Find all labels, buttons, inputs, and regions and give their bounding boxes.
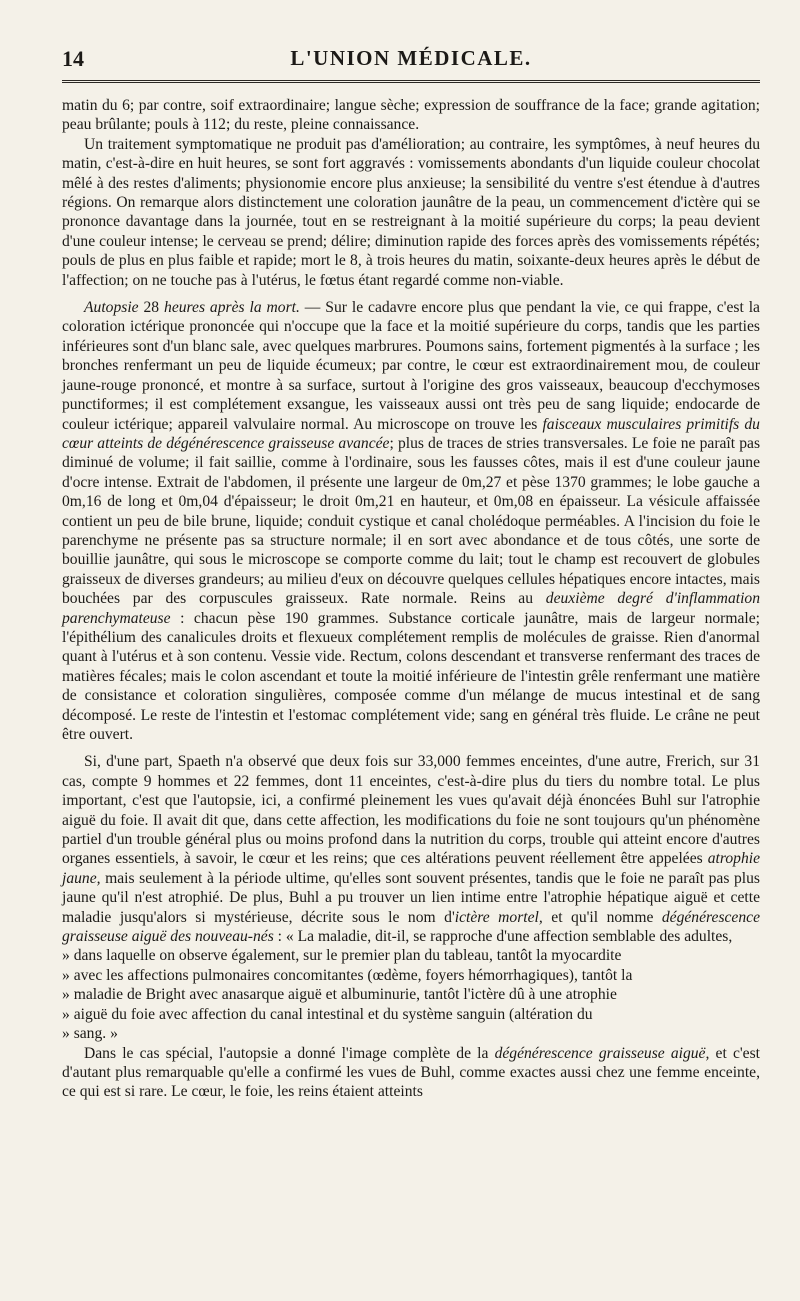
autopsy-italic-1: faisceaux musculaires primitifs du cœur atteints de dégénérescence graisseuse avancée (62, 415, 760, 452)
discussion-italic-2: ictère mortel, (454, 908, 543, 926)
discussion-italic-1: atrophie jaune, (62, 850, 760, 887)
running-title: L'UNION MÉDICALE. (290, 46, 532, 70)
autopsy-lead: Autopsie (84, 299, 139, 317)
quote-line: » sang. » (62, 1025, 118, 1043)
quote-line: » maladie de Bright avec anasarque aiguë et albuminurie, tantôt l'ictère dû à une atrophie (62, 986, 617, 1004)
paragraph-discussion (62, 752, 760, 946)
autopsy-lead-rest: heures après la mort. (164, 299, 300, 317)
discussion-text-c: et qu'il nomme (542, 908, 662, 926)
special-italic-1: dégénérescence graisseuse aiguë, (494, 1044, 710, 1062)
paragraph-continued: matin du 6; par contre, soif extraordinaire; langue sèche; expression de souffrance de la face; grande agitation; peau brûlante; pouls à 112; du reste, pleine connaissance. (62, 97, 760, 134)
discussion-text-a: Si, d'une part, Spaeth n'a observé que deux fois sur 33,000 femmes enceintes, d'une autre, Frerich, sur 31 cas, compte 9 hommes et 22 femmes, dont 11 enceintes, c'est-à-dire plus du tiers du nombre total. Le plus important, c'est que l'autopsie, ici, a confirmé pleinement les vues qu'avait déjà énoncées Buhl sur l'atrophie aiguë du foie. Il avait dit que, dans cette affection, les modifications du foie ne sont toujours qu'un phénomène partiel d'un trouble général plus ou moins profond dans la nutrition du corps, trouble qui atteint encore d'autres organes essentiels, à savoir, le cœur et les reins; que ces altérations peuvent réellement être appelées (62, 753, 760, 868)
discussion-text-b: mais seulement à la période ultime, qu'elles sont souvent présentes, tandis que le foie ne paraît pas plus jaune qu'il n'est atrophié. De plus, Buhl a pu trouver un lien intime entre l'atrophie hépatique aiguë et cette maladie jusqu'alors si mystérieuse, décrite sous le nom d' (62, 869, 760, 926)
autopsy-italic-2: deuxième degré d'inflammation parenchymateuse (62, 590, 760, 627)
quote-line: » dans laquelle on observe également, sur le premier plan du tableau, tantôt la myocardite (62, 947, 622, 965)
paragraph-treatment: Un traitement symptomatique ne produit pas d'amélioration; au contraire, les symptômes, à neuf heures du matin, c'est-à-dire en huit heures, se sont fort aggravés : vomissements abondants d'un liquide couleur chocolat mêlé à des restes d'aliments; physionomie encore plus anxieuse; la sensibilité du ventre s'est étendue à d'autres régions. On remarque alors distinctement une coloration jaunâtre de la peau, un commencement d'ictère qui se prononce davantage dans la journée, tout en se restreignant à la moitié supérieure du corps; la peau devient d'une couleur intense; le cerveau se prend; délire; diminution rapide des forces après des vomissements répétés; pouls de plus en plus faible et rapide; mort le 8, à trois heures du matin, soixante-deux heures après le début de l'affection; on ne touche pas à l'utérus, le fœtus étant regardé comme non-viable. (62, 135, 760, 289)
autopsy-lead-number: 28 (143, 299, 160, 317)
quote-line: » avec les affections pulmonaires concomitantes (œdème, foyers hémorrhagiques), tantôt la (62, 966, 633, 984)
discussion-text-d: : « La maladie, dit-il, se rapproche d'une affection semblable des adultes, (273, 928, 733, 946)
paragraph-special-case (62, 1044, 760, 1102)
autopsy-text-a: — Sur le cadavre encore plus que pendant la vie, ce qui frappe, c'est la coloration ictérique prononcée qui n'occupe que la face et la moitié supérieure du corps, tandis que les parties inférieures sont d'un blanc sale, avec quelques marbrures. Poumons sains, fortement pigmentés à la surface ; les bronches renfermant un peu de liquide écumeux; par contre, le cœur est extraordinairement mou, de couleur jaune-rouge prononcé, et montre à sa surface, surtout à l'origine des gros vaisseaux, beaucoup d'ecchymoses punctiformes; il est complétement exsangue, les vaisseaux aussi ont très peu de sang liquide; endocarde de couleur ictérique; appareil valvulaire normal. Au microscope on trouve les (62, 299, 760, 433)
autopsy-text-b: ; plus de traces de stries transversales. Le foie ne paraît pas diminué de volume; il fait saillie, comme à l'ordinaire, sous les fausses côtes, mais il est d'une couleur jaune d'ocre intense. Extrait de l'abdomen, il présente une largeur de 0m,27 et pèse 1370 grammes; le lobe gauche a 0m,16 de long et 0m,04 d'épaisseur; le droit 0m,21 en hauteur, et 0m,08 en épaisseur. La vésicule affaissée contient un peu de bile brune, liquide; conduit cystique et canal cholédoque perméables. A l'incision du foie le parenchyme ne présente pas sa structure normale; il en sort avec abondance et de tous côtés, une sorte de bouillie jaunâtre, qui sous le microscope se comporte comme du lait; tout le champ est recouvert de globules graisseux de diverses grandeurs; au milieu d'eux on découvre quelques cellules hépatiques encore intactes, mais bouchées par des corpuscules graisseux. Rate normale. Reins au (62, 434, 761, 608)
body-text (62, 96, 760, 1102)
quote-line: » aiguë du foie avec affection du canal intestinal et du système sanguin (altération du (62, 1005, 593, 1023)
paragraph-autopsy (62, 298, 760, 744)
special-text-a: Dans le cas spécial, l'autopsie a donné l'image complète de la (84, 1044, 495, 1062)
page-number: 14 (62, 46, 84, 71)
special-text-b: et c'est d'autant plus remarquable qu'elle a confirmé les vues de Buhl, comme exactes aussi chez une femme enceinte, ce qui est si rare. Le cœur, le foie, les reins étaient atteints (62, 1044, 761, 1101)
autopsy-text-c: : chacun pèse 190 grammes. Substance corticale jaunâtre, mais de largeur normale; l'épithélium des canalicules droits et flexueux complétement remplis de molécules de graisse. Rien d'anormal quant à l'utérus et à son contenu. Vessie vide. Rectum, colons descendant et transverse renfermant des traces de matières fécales; mais le colon ascendant et toute la moitié inférieure de l'intestin grêle renfermant une matière de consistance et coloration singulières, composée comme d'un mélange de mucus intestinal et de sang décomposé. Le reste de l'intestin et l'estomac complétement vide; sang en général très fluide. Le crâne ne peut être ouvert. (62, 609, 760, 743)
page-header (62, 46, 760, 83)
quotation-block (62, 946, 760, 1043)
discussion-italic-3: dégénérescence graisseuse aiguë des nouveau-nés (62, 908, 760, 946)
